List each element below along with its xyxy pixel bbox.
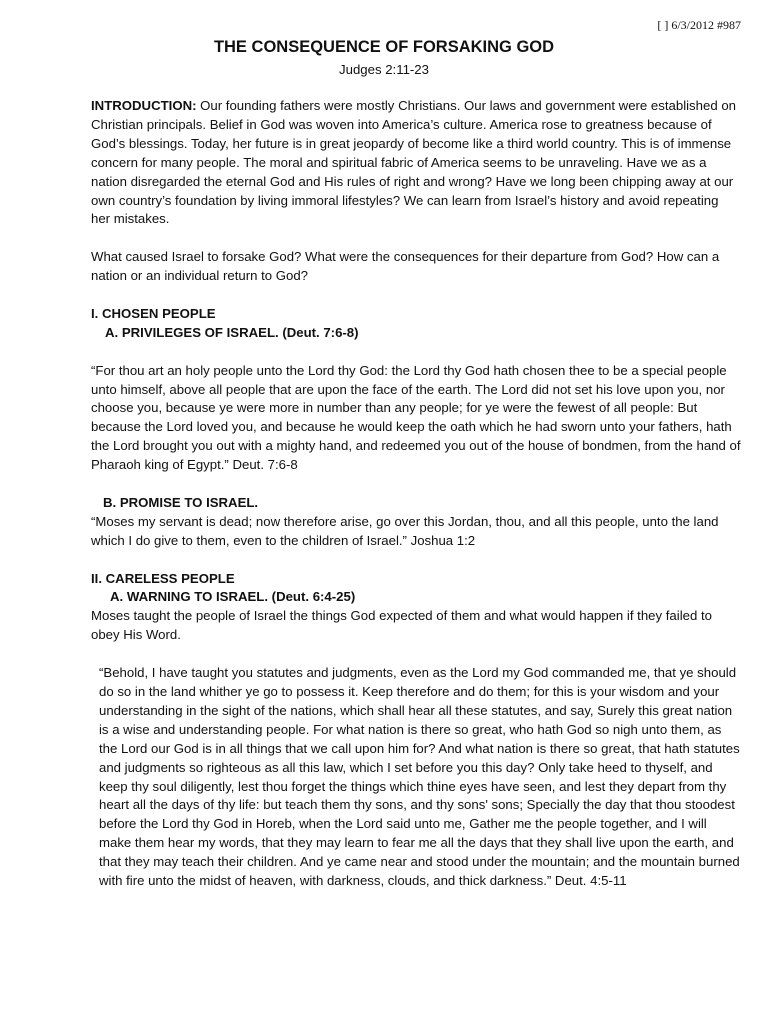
page-title: THE CONSEQUENCE OF FORSAKING GOD bbox=[213, 38, 555, 56]
introduction-label: INTRODUCTION: bbox=[91, 98, 197, 113]
subheading-promise: B. PROMISE TO ISRAEL. bbox=[103, 494, 259, 510]
section-heading-careless-people: II. CARELESS PEOPLE bbox=[91, 570, 235, 586]
quote-deut-7: “For thou art an holy people unto the Lord thy God: the Lord thy God hath chosen thee to be a special people unto himself, above all people that are upon the face of the earth. The Lord did not set his love upon you, nor choose you, because ye were more in number than any people; for ye were the fewest of all people: But because the Lord loved you, and because he would keep the oath which he had sworn unto your fathers, hath the Lord brought you out with a mighty hand, and redeemed you out of the house of bondmen, from the hand of Pharaoh king of Egypt.” Deut. 7:6-8 bbox=[91, 362, 741, 473]
document-body bbox=[91, 97, 741, 891]
quote-deut-4: “Behold, I have taught you statutes and judgments, even as the Lord my God commanded me, that ye should do so in the land whither ye go to possess it. Keep therefore and do them; for this is your wisdom and your understanding in the sight of the nations, which shall hear all these statutes, and say, Surely this great nation is a wise and understanding people. For what nation is there so great, who hath God so nigh unto them, as the Lord our God is in all things that we call upon him for? And what nation is there so great, that hath statutes and judgments so righteous as all this law, which I set before you this day? Only take heed to thyself, and keep thy soul diligently, lest thou forget the things which thine eyes have seen, and lest they depart from thy heart all the days of thy life: but teach them thy sons, and thy sons' sons; Specially the day that thou stoodest before the Lord thy God in Horeb, when the Lord said unto me, Gather me the people together, and I will make them hear my words, that they may learn to fear me all the days that they shall live upon the earth, and that they may teach their children. And ye came near and stood under the mountain; and the mountain burned with fire unto the midst of heaven, with darkness, clouds, and thick darkness.” Deut. 4:5-11 bbox=[99, 665, 740, 889]
scripture-reference: Judges 2:11-23 bbox=[339, 62, 429, 77]
document-reference: [ ] 6/3/2012 #987 bbox=[657, 18, 741, 32]
questions-paragraph: What caused Israel to forsake God? What were the consequences for their departure from God? How can a nation or an individual return to God? bbox=[91, 249, 720, 284]
section-heading-chosen-people: I. CHOSEN PEOPLE bbox=[91, 305, 216, 321]
subheading-warning: A. WARNING TO ISRAEL. (Deut. 6:4-25) bbox=[110, 589, 356, 605]
subheading-privileges: A. PRIVILEGES OF ISRAEL. (Deut. 7:6-8) bbox=[105, 324, 359, 340]
quote-joshua-1: “Moses my servant is dead; now therefore arise, go over this Jordan, thou, and all this people, unto the land which I do give to them, even to the children of Israel.” Joshua 1:2 bbox=[91, 513, 719, 548]
warning-text: Moses taught the people of Israel the things God expected of them and what would happen if they failed to obey His Word. bbox=[91, 608, 712, 643]
introduction-text: Our founding fathers were mostly Christians. Our laws and government were established on Christian principals. Belief in God was woven into America’s culture. America rose to greatness because of God’s blessings. Today, her future is in great jeopardy of become like a third world country. This is of immense concern for many people. The moral and spiritual fabric of America seems to be unraveling. Have we as a nation disregarded the eternal God and His rules of right and wrong? Have we long been chipping away at our own country’s foundation by living immoral lifestyles? We can learn from Israel’s history and avoid repeating her mistakes. bbox=[91, 98, 736, 227]
introduction-paragraph bbox=[91, 97, 741, 229]
